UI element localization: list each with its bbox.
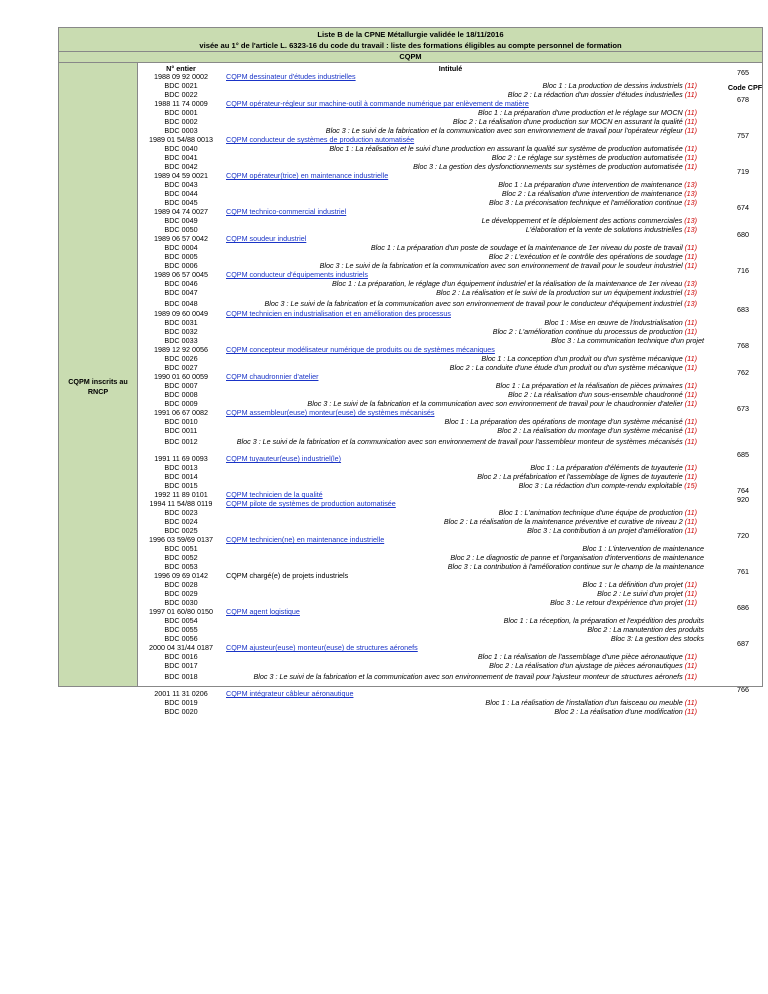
cpf-code: 757 xyxy=(737,131,749,140)
qualification-title-link[interactable]: CQPM pilote de systèmes de production automatisée xyxy=(226,499,396,508)
bloc-row xyxy=(138,363,763,372)
bloc-reference: (11) xyxy=(684,117,697,126)
bloc-row xyxy=(138,634,763,643)
row-code: BDC 0006 xyxy=(164,261,198,270)
bloc-reference: (11) xyxy=(684,363,697,372)
bloc-reference: (11) xyxy=(684,472,697,481)
bloc-reference: (13) xyxy=(684,189,697,198)
qualification-row xyxy=(138,495,763,508)
section-header: CQPM xyxy=(58,52,763,63)
bloc-reference: (11) xyxy=(684,318,697,327)
bloc-row xyxy=(138,279,763,288)
bloc-row xyxy=(138,508,763,517)
cpf-code: 674 xyxy=(737,203,749,212)
row-code: BDC 0033 xyxy=(164,336,198,345)
bloc-reference: (11) xyxy=(684,526,697,535)
bloc-description: Bloc 1 : La préparation des opérations de montage d'un système mécanisé (11) xyxy=(444,417,697,426)
row-code: 1994 11 54/88 0119 xyxy=(149,499,213,508)
row-code: BDC 0053 xyxy=(164,562,198,571)
row-code: BDC 0045 xyxy=(164,198,198,207)
qualification-title-link[interactable]: CQPM concepteur modélisateur numérique de produits ou de systèmes mécaniques xyxy=(226,345,495,354)
bloc-row xyxy=(138,399,763,408)
bloc-description: Bloc 2 : La réalisation et le suivi de la production sur un équipement industriel (13) xyxy=(436,288,697,297)
bloc-row xyxy=(138,672,763,681)
qualification-title-link[interactable]: CQPM opérateur-régleur sur machine-outil à commande numérique par enlèvement de matière xyxy=(226,99,529,108)
bloc-row xyxy=(138,180,763,189)
bloc-description: Bloc 3 : La contribution à un projet d'amélioration (11) xyxy=(527,526,697,535)
bloc-description: Bloc 2 : L'exécution et le contrôle des opérations de soudage (11) xyxy=(488,252,697,261)
bloc-reference: (11) xyxy=(684,381,697,390)
bloc-reference: (11) xyxy=(684,261,697,270)
cpf-code: 762 xyxy=(737,368,749,377)
bloc-reference: (13) xyxy=(684,299,697,308)
row-code: BDC 0027 xyxy=(164,363,198,372)
bloc-row xyxy=(138,252,763,261)
bloc-row xyxy=(138,463,763,472)
row-code: BDC 0020 xyxy=(164,707,198,716)
qualification-title-link[interactable]: CQPM technicien en industrialisation et en amélioration des processus xyxy=(226,309,451,318)
bloc-description: Bloc 2 : La rédaction d'un dossier d'études industrielles (11) xyxy=(507,90,697,99)
qualification-row xyxy=(138,167,763,180)
bloc-row xyxy=(138,625,763,634)
bloc-row xyxy=(138,144,763,153)
qualification-row xyxy=(138,603,763,616)
qualification-row xyxy=(138,368,763,381)
bloc-row xyxy=(138,472,763,481)
bloc-row xyxy=(138,318,763,327)
bloc-description: Bloc 3 : La gestion des dysfonctionnements sur systèmes de production automatisée (11) xyxy=(413,162,697,171)
bloc-reference: (15) xyxy=(684,481,697,490)
row-code: BDC 0052 xyxy=(164,553,198,562)
qualification-title-link[interactable]: CQPM ajusteur(euse) monteur(euse) de structures aéronefs xyxy=(226,643,418,652)
qualification-row xyxy=(138,341,763,354)
bloc-row xyxy=(138,553,763,562)
bloc-description: Bloc 2 : La réalisation d'un sous-ensemble chaudronné (11) xyxy=(507,390,697,399)
bloc-description: Bloc 2 : Le réglage sur systèmes de production automatisée (11) xyxy=(491,153,697,162)
bloc-description: Bloc 1 : L'intervention de maintenance xyxy=(582,544,704,553)
row-code: BDC 0023 xyxy=(164,508,198,517)
row-code: 1988 09 92 0002 xyxy=(154,72,208,81)
bloc-row xyxy=(138,598,763,607)
bloc-reference: (11) xyxy=(684,652,697,661)
bloc-description: Bloc 3 : La contribution à l'amélioration continue sur le champ de la maintenance xyxy=(447,562,704,571)
cpf-code: 680 xyxy=(737,230,749,239)
row-code: 1996 09 69 0142 xyxy=(154,571,208,580)
cpf-code: 716 xyxy=(737,266,749,275)
document-header xyxy=(58,27,763,52)
bloc-description: Bloc 3: La gestion des stocks xyxy=(610,634,704,643)
bloc-row xyxy=(138,544,763,553)
side-label: CQPM inscrits au RNCP xyxy=(68,377,128,396)
bloc-description: Bloc 2 : La réalisation d'une production sur MOCN en assurant la qualité (11) xyxy=(452,117,697,126)
row-code: BDC 0026 xyxy=(164,354,198,363)
row-code: BDC 0055 xyxy=(164,625,198,634)
row-code: BDC 0044 xyxy=(164,189,198,198)
row-code: BDC 0050 xyxy=(164,225,198,234)
bloc-reference: (13) xyxy=(684,279,697,288)
bloc-row xyxy=(138,589,763,598)
bloc-description: Bloc 1 : La conception d'un produit ou d'un système mécanique (11) xyxy=(481,354,697,363)
bloc-description: Bloc 2 : L'amélioration continue du processus de production (11) xyxy=(492,327,697,336)
row-code: BDC 0015 xyxy=(164,481,198,490)
row-code: 2000 04 31/44 0187 xyxy=(149,643,213,652)
bloc-description: Bloc 2 : La manutention des produits xyxy=(587,625,704,634)
row-code: BDC 0029 xyxy=(164,589,198,598)
bloc-description: Bloc 1 : La préparation et la réalisation de pièces primaires (11) xyxy=(495,381,697,390)
row-code: BDC 0048 xyxy=(164,299,198,308)
qualification-title-link: CQPM chargé(e) de projets industriels xyxy=(226,571,349,580)
bloc-description: Bloc 2 : La réalisation du montage d'un système mécanisé (11) xyxy=(497,426,697,435)
row-code: BDC 0009 xyxy=(164,399,198,408)
qualification-title-link[interactable]: CQPM technico-commercial industriel xyxy=(226,207,347,216)
cpf-code: 766 xyxy=(737,685,749,694)
bloc-reference: (11) xyxy=(684,517,697,526)
qualification-title-link[interactable]: CQPM technicien(ne) en maintenance industrielle xyxy=(226,535,385,544)
qualification-title-link[interactable]: CQPM intégrateur câbleur aéronautique xyxy=(226,689,354,698)
bloc-reference: (11) xyxy=(684,463,697,472)
bloc-row xyxy=(138,616,763,625)
bloc-row xyxy=(138,198,763,207)
column-header-code: N° entier xyxy=(166,64,196,73)
bloc-row xyxy=(138,390,763,399)
bloc-description: Bloc 2 : Le diagnostic de panne et l'organisation d'interventions de maintenance xyxy=(450,553,704,562)
bloc-row xyxy=(138,81,763,90)
row-code: 1989 04 74 0027 xyxy=(154,207,208,216)
bloc-row xyxy=(138,108,763,117)
bloc-reference: (11) xyxy=(684,81,697,90)
row-code: BDC 0049 xyxy=(164,216,198,225)
bloc-row xyxy=(138,288,763,297)
bloc-description: Le développement et le déploiement des actions commerciales (13) xyxy=(481,216,697,225)
cpf-code: 761 xyxy=(737,567,749,576)
bloc-reference: (13) xyxy=(684,180,697,189)
row-code: BDC 0021 xyxy=(164,81,198,90)
cpf-code: 765 xyxy=(737,68,749,77)
bloc-description: Bloc 1 : L'animation technique d'une équipe de production (11) xyxy=(498,508,697,517)
bloc-description: Bloc 2 : La réalisation d'une modification (11) xyxy=(554,707,697,716)
bloc-row xyxy=(138,526,763,535)
row-code: BDC 0054 xyxy=(164,616,198,625)
bloc-description: Bloc 1 : La préparation d'une production et le réglage sur MOCN (11) xyxy=(478,108,697,117)
bloc-description: Bloc 3 : Le suivi de la fabrication et la communication avec son environnement de travail pour l'ajusteur monteur de structures aéronefs (11) xyxy=(253,672,697,681)
header-line-1: Liste B de la CPNE Métallurgie validée le 18/11/2016 xyxy=(317,30,504,39)
row-code: 1989 06 57 0042 xyxy=(154,234,208,243)
bloc-reference: (11) xyxy=(684,108,697,117)
qualification-row xyxy=(138,531,763,544)
bloc-row xyxy=(138,517,763,526)
row-code: BDC 0014 xyxy=(164,472,198,481)
bloc-description: Bloc 2 : La réalisation de la maintenance préventive et curative de niveau 2 (11) xyxy=(443,517,697,526)
row-code: BDC 0010 xyxy=(164,417,198,426)
column-header-cpf: Code CPF xyxy=(727,83,763,92)
bloc-row xyxy=(138,661,763,670)
bloc-reference: (11) xyxy=(684,598,697,607)
bloc-reference: (11) xyxy=(684,327,697,336)
bloc-reference: (13) xyxy=(684,225,697,234)
row-code: 1989 09 60 0049 xyxy=(154,309,208,318)
row-code: BDC 0019 xyxy=(164,698,198,707)
bloc-row xyxy=(138,126,763,135)
row-code: BDC 0005 xyxy=(164,252,198,261)
qualification-title-link[interactable]: CQPM conducteur d'équipements industriels xyxy=(226,270,368,279)
bloc-description: Bloc 1 : La réalisation de l'installation d'un faisceau ou meuble (11) xyxy=(485,698,697,707)
row-code: BDC 0017 xyxy=(164,661,198,670)
qualification-title-link[interactable]: CQPM tuyauteur(euse) industriel(le) xyxy=(226,454,342,463)
bloc-description: Bloc 3 : La préconisation technique et l'amélioration continue (13) xyxy=(489,198,697,207)
bloc-reference: (11) xyxy=(684,354,697,363)
row-code: 1989 06 57 0045 xyxy=(154,270,208,279)
row-code: BDC 0047 xyxy=(164,288,198,297)
bloc-description: Bloc 2 : La préfabrication et l'assemblage de lignes de tuyauterie (11) xyxy=(477,472,697,481)
qualification-row xyxy=(138,567,763,580)
bloc-reference: (13) xyxy=(684,198,697,207)
bloc-reference: (11) xyxy=(684,90,697,99)
bloc-description: Bloc 1 : La préparation d'éléments de tuyauterie (11) xyxy=(530,463,697,472)
qualification-row xyxy=(138,685,763,698)
bloc-row xyxy=(138,299,763,308)
bloc-row xyxy=(138,481,763,490)
row-code: 1988 11 74 0009 xyxy=(154,99,208,108)
bloc-row xyxy=(138,336,763,345)
document-sheet xyxy=(58,27,763,716)
bloc-description: Bloc 2 : Le suivi d'un projet (11) xyxy=(597,589,697,598)
bloc-description: Bloc 3 : Le suivi de la fabrication et la communication avec son environnement de travail pour le conducteur d'équipement industriel (13) xyxy=(264,299,697,308)
row-code: BDC 0031 xyxy=(164,318,198,327)
qualification-row xyxy=(138,305,763,318)
cpf-code: 719 xyxy=(737,167,749,176)
bloc-row xyxy=(138,117,763,126)
bloc-reference: (11) xyxy=(684,698,697,707)
row-code: 1990 01 60 0059 xyxy=(154,372,208,381)
bloc-row xyxy=(138,426,763,435)
row-code: BDC 0003 xyxy=(164,126,198,135)
column-header-title: Intitulé xyxy=(438,64,463,73)
table-body xyxy=(138,63,763,716)
bloc-row xyxy=(138,580,763,589)
row-code: BDC 0016 xyxy=(164,652,198,661)
bloc-description: Bloc 2 : La réalisation d'une intervention de maintenance (13) xyxy=(501,189,697,198)
row-code: 1991 11 69 0093 xyxy=(154,454,208,463)
bloc-row xyxy=(138,225,763,234)
row-code: BDC 0051 xyxy=(164,544,198,553)
cpf-code: 685 xyxy=(737,450,749,459)
bloc-description: Bloc 1 : La préparation d'une intervention de maintenance (13) xyxy=(498,180,697,189)
bloc-row xyxy=(138,327,763,336)
qualification-row xyxy=(138,639,763,652)
bloc-description: Bloc 1 : La réalisation de l'assemblage d'une pièce aéronautique (11) xyxy=(477,652,697,661)
qualification-row xyxy=(138,230,763,243)
bloc-reference: (11) xyxy=(684,707,697,716)
cpf-code: 683 xyxy=(737,305,749,314)
row-code: BDC 0028 xyxy=(164,580,198,589)
row-code: 1989 12 92 0056 xyxy=(154,345,208,354)
qualification-title-link[interactable]: CQPM technicien de la qualité xyxy=(226,490,323,499)
row-code: BDC 0022 xyxy=(164,90,198,99)
row-code: BDC 0011 xyxy=(164,426,198,435)
bloc-description: Bloc 2 : La réalisation d'un ajustage de pièces aéronautiques (11) xyxy=(489,661,697,670)
qualification-row xyxy=(138,486,763,499)
qualification-title-link[interactable]: CQPM agent logistique xyxy=(226,607,300,616)
cpf-code: 764 xyxy=(737,486,749,495)
qualification-row xyxy=(138,131,763,144)
bloc-row xyxy=(138,707,763,716)
bloc-row xyxy=(138,354,763,363)
row-code: BDC 0002 xyxy=(164,117,198,126)
row-code: BDC 0012 xyxy=(164,437,198,446)
row-code: BDC 0032 xyxy=(164,327,198,336)
qualification-title-link[interactable]: CQPM conducteur de systèmes de production automatisée xyxy=(226,135,415,144)
bloc-description: Bloc 3 : La rédaction d'un compte-rendu exploitable (15) xyxy=(518,481,697,490)
bloc-row xyxy=(138,261,763,270)
bloc-reference: (13) xyxy=(684,288,697,297)
bloc-row xyxy=(138,562,763,571)
bloc-reference: (11) xyxy=(684,144,697,153)
bloc-row xyxy=(138,698,763,707)
row-code: 1996 03 59/69 0137 xyxy=(149,535,213,544)
cpf-code: 673 xyxy=(737,404,749,413)
side-label-cell xyxy=(58,63,138,687)
qualification-row xyxy=(138,95,763,108)
bloc-reference: (11) xyxy=(684,252,697,261)
row-code: 1992 11 89 0101 xyxy=(154,490,208,499)
row-code: 1989 01 54/88 0013 xyxy=(149,135,213,144)
bloc-description: Bloc 3 : Le suivi de la fabrication et la communication avec son environnement de travail pour le chaudronnier d'atelier (11) xyxy=(307,399,697,408)
row-code: BDC 0004 xyxy=(164,243,198,252)
bloc-reference: (11) xyxy=(684,437,697,446)
row-code: BDC 0041 xyxy=(164,153,198,162)
row-code: BDC 0018 xyxy=(164,672,198,681)
bloc-reference: (11) xyxy=(684,417,697,426)
bloc-description: Bloc 3 : Le suivi de la fabrication et la communication avec son environnement de travail pour l'opérateur régleur (11) xyxy=(325,126,697,135)
qualification-row xyxy=(138,404,763,417)
row-code: BDC 0042 xyxy=(164,162,198,171)
row-code: BDC 0007 xyxy=(164,381,198,390)
bloc-description: Bloc 3 : Le suivi de la fabrication et la communication avec son environnement de travail pour le soudeur industriel (11) xyxy=(319,261,697,270)
bloc-description: Bloc 1 : La préparation d'un poste de soudage et la maintenance de 1er niveau du poste de travail (11) xyxy=(370,243,697,252)
bloc-description: Bloc 1 : Mise en œuvre de l'industrialisation (11) xyxy=(544,318,697,327)
bloc-reference: (11) xyxy=(684,589,697,598)
qualification-title-link[interactable]: CQPM opérateur(trice) en maintenance industrielle xyxy=(226,171,389,180)
bloc-description: Bloc 1 : La réalisation et le suivi d'une production en assurant la qualité sur système de production automatisée (11) xyxy=(329,144,697,153)
row-code: BDC 0030 xyxy=(164,598,198,607)
bloc-description: Bloc 3 : Le retour d'expérience d'un projet (11) xyxy=(550,598,697,607)
bloc-description: L'élaboration et la vente de solutions industrielles (13) xyxy=(525,225,697,234)
qualification-row xyxy=(138,266,763,279)
row-code: 1997 01 60/80 0150 xyxy=(149,607,213,616)
bloc-description: Bloc 1 : La préparation, le réglage d'un équipement industriel et la réalisation de la maintenance de 1er niveau (13) xyxy=(332,279,697,288)
bloc-reference: (13) xyxy=(684,216,697,225)
qualification-title-link[interactable]: CQPM chaudronnier d'atelier xyxy=(226,372,319,381)
cpf-code: 768 xyxy=(737,341,749,350)
bloc-reference: (11) xyxy=(684,508,697,517)
qualification-title-link[interactable]: CQPM dessinateur d'études industrielles xyxy=(226,72,356,81)
bloc-row xyxy=(138,652,763,661)
bloc-description: Bloc 1 : La réception, la préparation et l'expédition des produits xyxy=(503,616,704,625)
cpf-code: 678 xyxy=(737,95,749,104)
header-line-2: visée au 1° de l'article L. 6323-16 du code du travail : liste des formations éligibles au compte personnel de formation xyxy=(199,41,622,50)
bloc-reference: (11) xyxy=(684,661,697,670)
bloc-row xyxy=(138,189,763,198)
row-code: BDC 0040 xyxy=(164,144,198,153)
bloc-row xyxy=(138,153,763,162)
bloc-description: Bloc 3 : La communication technique d'un projet xyxy=(551,336,704,345)
row-code: 1989 04 59 0021 xyxy=(154,171,208,180)
qualification-row xyxy=(138,203,763,216)
cpf-code: 687 xyxy=(737,639,749,648)
bloc-row xyxy=(138,381,763,390)
bloc-reference: (11) xyxy=(684,672,697,681)
bloc-description: Bloc 3 : Le suivi de la fabrication et la communication avec son environnement de travail pour l'assembleur monteur de systèmes mécanisés (11) xyxy=(236,437,697,446)
bloc-row xyxy=(138,243,763,252)
bloc-reference: (11) xyxy=(684,162,697,171)
qualification-row xyxy=(138,450,763,463)
bloc-row xyxy=(138,417,763,426)
row-code: BDC 0001 xyxy=(164,108,198,117)
row-code: BDC 0043 xyxy=(164,180,198,189)
row-code: BDC 0008 xyxy=(164,390,198,399)
bloc-description: Bloc 1 : La production de dessins industriels (11) xyxy=(542,81,697,90)
bloc-row xyxy=(138,90,763,99)
bloc-reference: (11) xyxy=(684,390,697,399)
bloc-reference: (11) xyxy=(684,399,697,408)
bloc-reference: (11) xyxy=(684,126,697,135)
bloc-description: Bloc 1 : La définition d'un projet (11) xyxy=(582,580,697,589)
row-code: BDC 0024 xyxy=(164,517,198,526)
cpf-code: 686 xyxy=(737,603,749,612)
bloc-reference: (11) xyxy=(684,426,697,435)
qualification-title-link[interactable]: CQPM soudeur industriel xyxy=(226,234,307,243)
qualification-title-link[interactable]: CQPM assembleur(euse) monteur(euse) de systèmes mécanisés xyxy=(226,408,435,417)
cpf-code: 920 xyxy=(737,495,749,504)
bloc-reference: (11) xyxy=(684,243,697,252)
cpf-code: 720 xyxy=(737,531,749,540)
row-code: 2001 11 31 0206 xyxy=(154,689,208,698)
row-code: BDC 0056 xyxy=(164,634,198,643)
row-code: BDC 0025 xyxy=(164,526,198,535)
bloc-row xyxy=(138,216,763,225)
bloc-row xyxy=(138,162,763,171)
bloc-reference: (11) xyxy=(684,153,697,162)
row-code: BDC 0046 xyxy=(164,279,198,288)
bloc-description: Bloc 2 : La conduite d'une étude d'un produit ou d'un système mécanique (11) xyxy=(449,363,697,372)
bloc-reference: (11) xyxy=(684,580,697,589)
bloc-row xyxy=(138,437,763,446)
row-code: BDC 0013 xyxy=(164,463,198,472)
row-code: 1991 06 67 0082 xyxy=(154,408,208,417)
